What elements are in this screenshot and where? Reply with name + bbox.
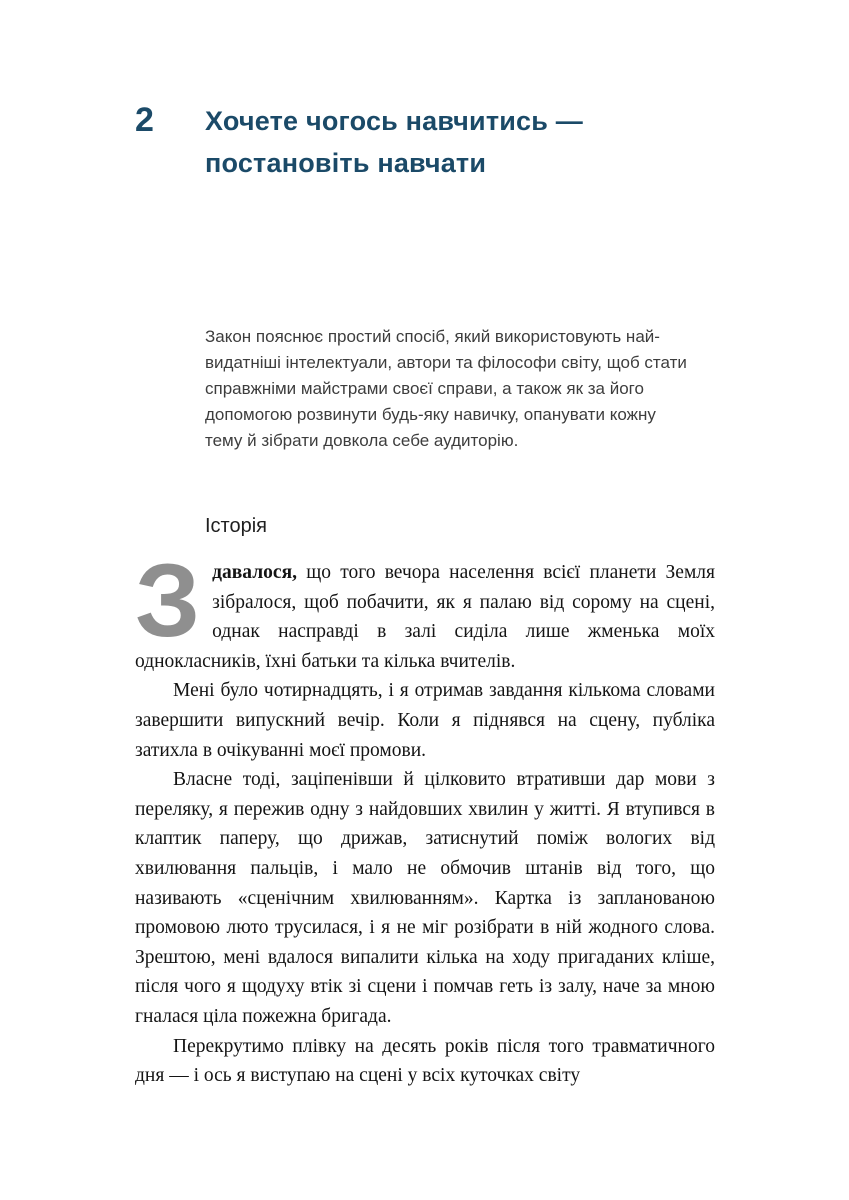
dropcap-letter: З: [135, 543, 201, 659]
chapter-title-line1: Хочете чогось навчитись —: [205, 106, 583, 136]
paragraph-4: Перекрутимо плівку на десять років після того травматичного дня — і ось я виступаю на сцені у всіх куточках світу: [135, 1035, 715, 1087]
chapter-abstract: Закон пояснює простий спосіб, який використовують найвидатніші інтелектуали, автори та філософи світу, щоб стати справжніми майстрами своєї справи, а також як за його допомогою розвинути будь-яку навичку, опанувати кожну тему й зібрати довкола себе аудиторію.: [205, 327, 687, 450]
chapter-heading: [135, 100, 715, 184]
chapter-title-line2: постановіть навчати: [205, 148, 487, 178]
section-heading: Історія: [205, 515, 268, 537]
chapter-title: [205, 100, 583, 184]
paragraph-1-text: що того вечора населення всієї планети Земля зібралося, щоб побачити, як я палаю від сорому на сцені, однак насправді в залі сиділа лише жменька моїх однокласників, їхні батьки та кілька вчителів.: [135, 562, 715, 672]
paragraph-lead-bold: давалося,: [212, 562, 297, 583]
body-text: [135, 543, 715, 1091]
paragraph-3: Власне тоді, заціпенівши й цілковито втративши дар мови з переляку, я пережив одну з найдовших хвилин у житті. Я втупився в клаптик паперу, що дрижав, затиснутий поміж вологих від хвилювання пальців, і мало не обмочив штанів від того, що називають «сценічним хвилюванням». Картка із запланованою промовою люто трусилася, і я не міг розібрати в ній жодного слова. Зрештою, мені вдалося випалити кілька на ходу пригаданих кліше, після чого я щодуху втік зі сцени і помчав геть із залу, наче за мною гналася ціла пожежна бригада.: [135, 769, 715, 1027]
chapter-number: 2: [135, 101, 154, 139]
paragraph-2: Мені було чотирнадцять, і я отримав завдання кількома словами завершити випускний вечір. Коли я піднявся на сцену, публіка затихла в очікуванні моєї промови.: [135, 680, 715, 761]
paragraph-with-dropcap: [135, 543, 715, 676]
